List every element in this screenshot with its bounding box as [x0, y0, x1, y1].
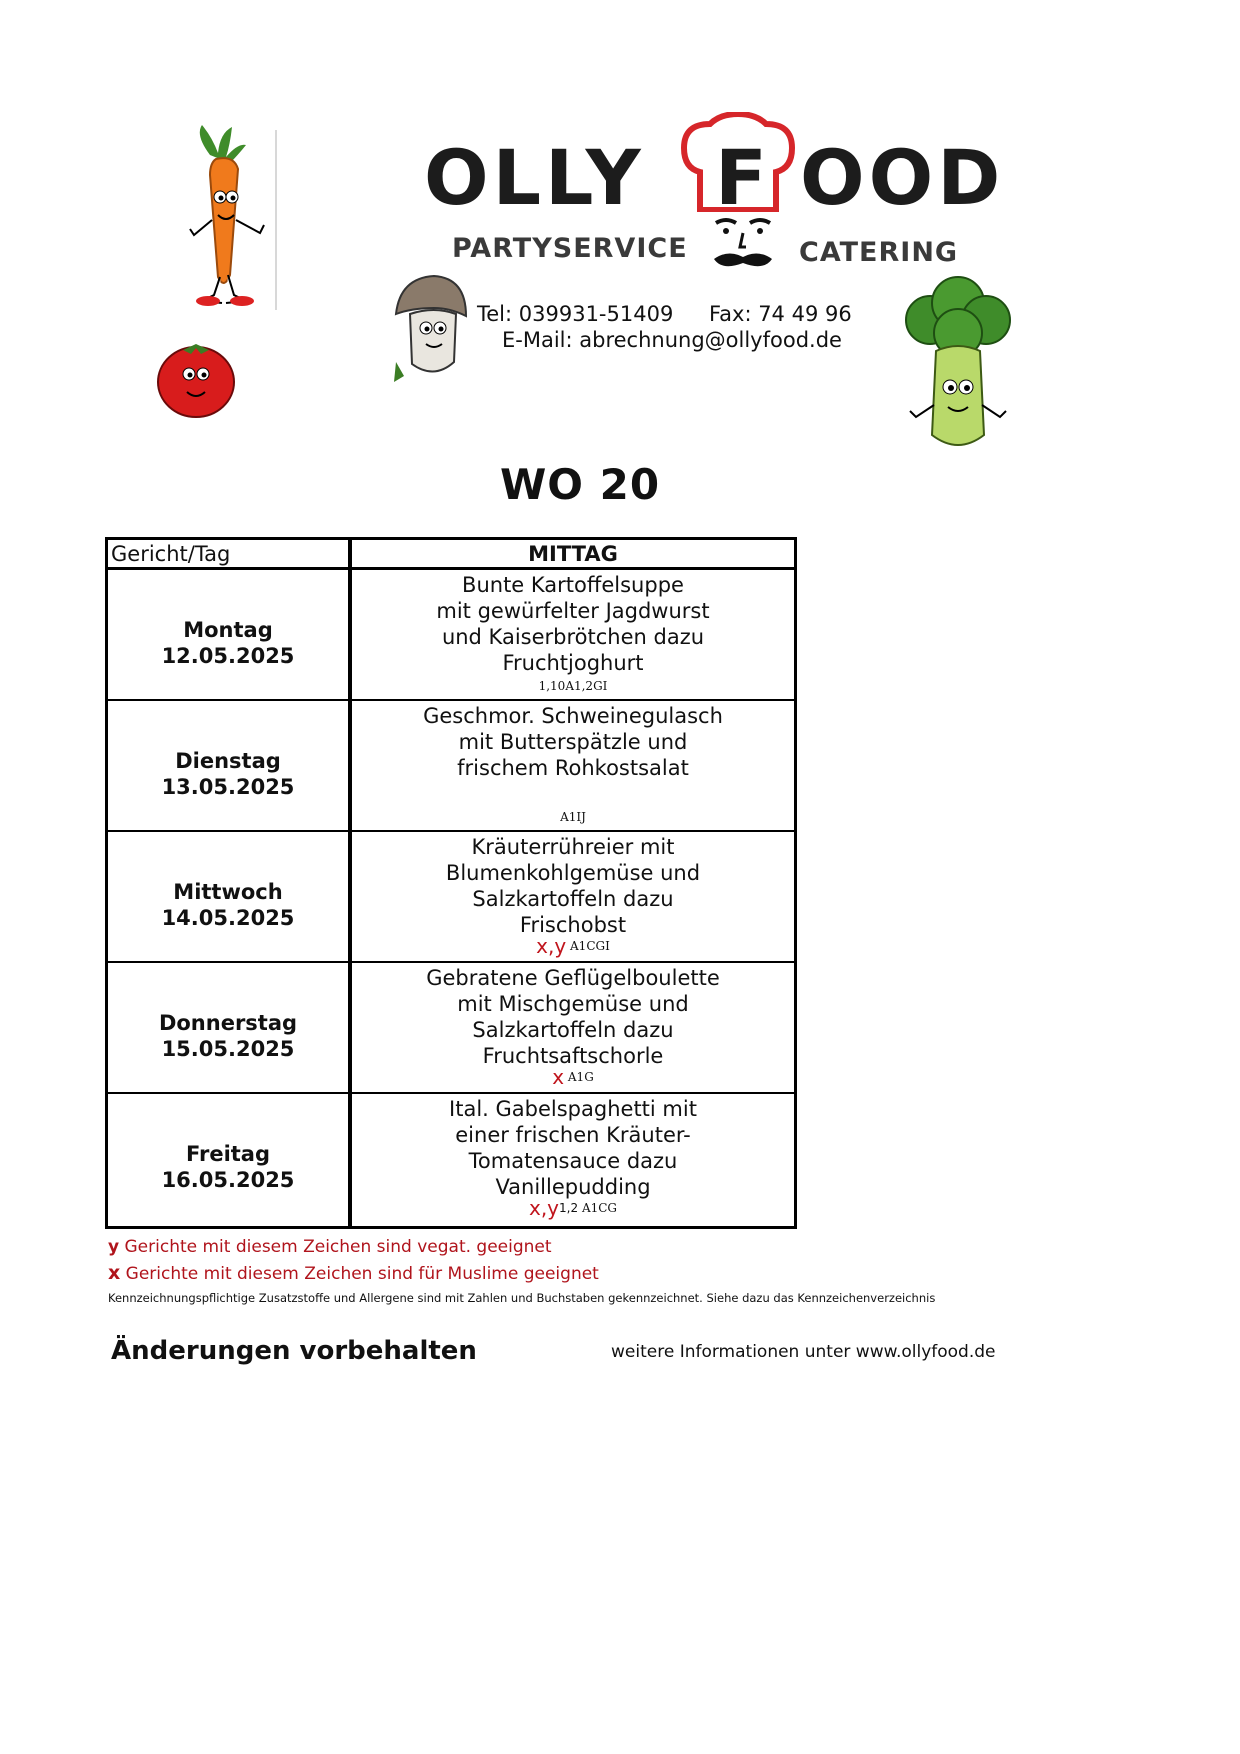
dish-line: mit Mischgemüse und — [457, 992, 689, 1016]
logo-text-f: F — [715, 133, 771, 222]
dish-line: frischem Rohkostsalat — [457, 756, 689, 780]
legend-vegetarian — [108, 1237, 552, 1257]
dish-line: Kräuterrühreier mit — [471, 835, 675, 859]
day-cell-thursday — [108, 1010, 348, 1062]
day-name: Donnerstag — [158, 1011, 298, 1035]
dish-line: Ital. Gabelspaghetti mit — [449, 1097, 697, 1121]
allergen-note: Kennzeichnungspflichtige Zusatzstoffe und Allergene sind mit Zahlen und Buchstaben gekennzeichnet. Siehe dazu das Kennzeichenverzeichnis — [108, 1291, 936, 1305]
allergen-codes-monday — [352, 678, 794, 694]
legend-text-y: Gerichte mit diesem Zeichen sind vegat. geeignet — [124, 1237, 552, 1257]
logo-subtitle-partyservice: PARTYSERVICE — [452, 233, 688, 264]
logo-text-olly: OLLY — [424, 133, 645, 222]
day-name: Montag — [183, 618, 273, 642]
day-date: 12.05.2025 — [161, 644, 295, 668]
week-title: WO 20 — [499, 460, 661, 509]
chef-face-icon — [708, 215, 778, 275]
mushroom-illustration — [390, 272, 470, 387]
dish-cell-thursday — [352, 965, 794, 1069]
allergen-codes-friday — [352, 1196, 794, 1220]
dish-line: Salzkartoffeln dazu — [472, 887, 674, 911]
day-name: Freitag — [185, 1142, 271, 1166]
dish-line: mit Butterspätzle und — [458, 730, 688, 754]
day-name: Mittwoch — [173, 880, 283, 904]
allergen-codes: A1CG — [581, 1201, 618, 1215]
changes-reserved: Änderungen vorbehalten — [111, 1336, 477, 1366]
allergen-codes: A1CGI — [570, 939, 610, 953]
legend-text-x: Gerichte mit diesem Zeichen sind für Muslime geeignet — [125, 1264, 599, 1284]
logo-text-ood: OOD — [800, 133, 1005, 222]
dish-cell-wednesday — [352, 834, 794, 938]
allergen-codes: A1IJ — [560, 810, 586, 824]
row-divider — [108, 961, 794, 963]
menu-table — [105, 537, 797, 1229]
column-header-lunch: MITTAG — [528, 542, 618, 566]
dish-line: Fruchtsaftschorle — [482, 1044, 664, 1068]
dish-line: Geschmor. Schweinegulasch — [423, 704, 723, 728]
more-info-link: weitere Informationen unter www.ollyfood.de — [611, 1342, 996, 1362]
dish-line: und Kaiserbrötchen dazu — [441, 625, 705, 649]
diet-marks: x — [552, 1065, 565, 1089]
dish-cell-monday — [352, 572, 794, 676]
additive-codes: 1,2 — [559, 1201, 579, 1215]
day-date: 14.05.2025 — [161, 906, 295, 930]
allergen-codes: 1,10A1,2GI — [538, 679, 608, 693]
dish-line: Frischobst — [519, 913, 627, 937]
dish-line: Tomatensauce dazu — [468, 1149, 678, 1173]
dish-line: Fruchtjoghurt — [502, 651, 644, 675]
day-date: 15.05.2025 — [161, 1037, 295, 1061]
day-date: 13.05.2025 — [161, 775, 295, 799]
day-cell-wednesday — [108, 879, 348, 931]
legend-muslim — [108, 1263, 599, 1284]
dish-line: Vanillepudding — [495, 1175, 651, 1199]
allergen-codes-thursday — [352, 1065, 794, 1089]
dish-line: Blumenkohlgemüse und — [445, 861, 701, 885]
allergen-codes: A1G — [567, 1070, 594, 1084]
header-divider — [108, 567, 794, 570]
row-divider — [108, 1092, 794, 1094]
day-cell-tuesday — [108, 748, 348, 800]
allergen-codes-tuesday — [352, 809, 794, 825]
legend-symbol-y: y — [108, 1237, 120, 1257]
day-date: 16.05.2025 — [161, 1168, 295, 1192]
dish-cell-tuesday — [352, 703, 794, 781]
contact-email: E-Mail: abrechnung@ollyfood.de — [502, 328, 842, 352]
carrot-illustration — [180, 125, 280, 315]
legend-symbol-x: x — [108, 1262, 121, 1284]
day-cell-friday — [108, 1141, 348, 1193]
allergen-codes-wednesday — [352, 934, 794, 958]
contact-tel: Tel: 039931-51409 — [477, 302, 674, 326]
broccoli-illustration — [900, 275, 1015, 465]
tomato-illustration — [153, 340, 239, 420]
diet-marks: x,y — [536, 934, 567, 958]
column-header-dish-day: Gericht/Tag — [111, 542, 231, 566]
day-name: Dienstag — [175, 749, 281, 773]
row-divider — [108, 830, 794, 832]
day-cell-monday — [108, 617, 348, 669]
logo-subtitle-catering: CATERING — [799, 237, 959, 268]
dish-line: mit gewürfelter Jagdwurst — [436, 599, 710, 623]
dish-line: Bunte Kartoffelsuppe — [462, 573, 684, 597]
dish-cell-friday — [352, 1096, 794, 1200]
dish-line: einer frischen Kräuter- — [455, 1123, 691, 1147]
dish-line: Salzkartoffeln dazu — [472, 1018, 674, 1042]
contact-fax: Fax: 74 49 96 — [709, 302, 852, 326]
diet-marks: x,y — [528, 1196, 560, 1220]
dish-line: Gebratene Geflügelboulette — [426, 966, 720, 990]
row-divider — [108, 699, 794, 701]
